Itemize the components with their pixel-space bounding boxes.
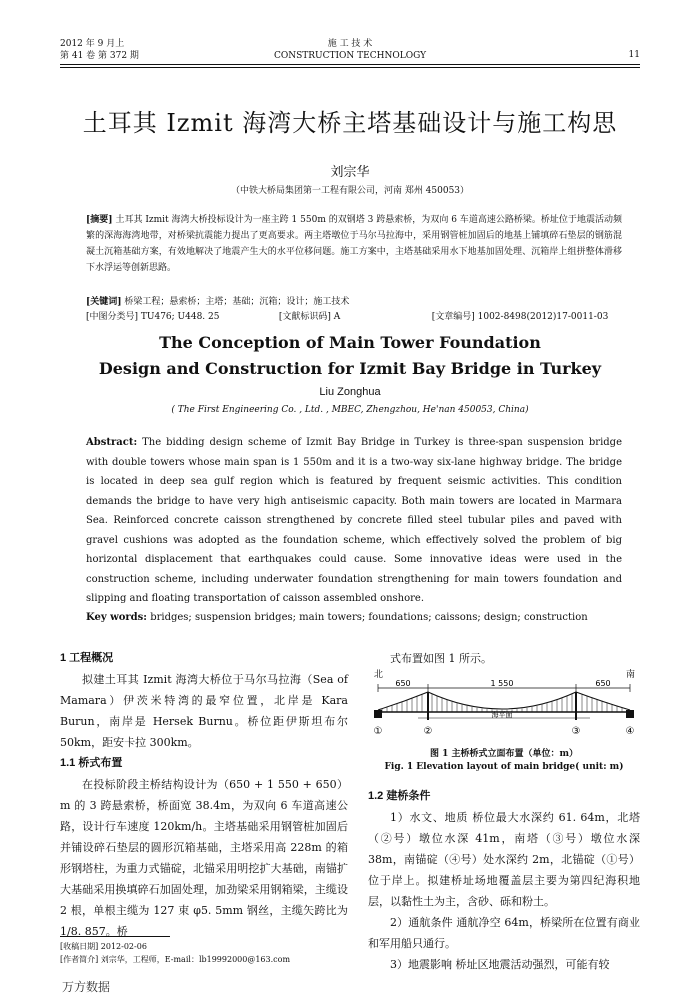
section-1-paragraph: 拟建土耳其 Izmit 海湾大桥位于马尔马拉海（Sea of Mamara）伊茨米特湾的最窄位置，北岸是 Kara Burun，南岸是 Hersek Burnu。桥位距伊斯坦布尔 50km，距安卡拉 300km。	[60, 673, 348, 749]
keywords-en-text: bridges; suspension bridges; main towers; foundations; caissons; design; construction	[150, 612, 588, 623]
abstract-cn-label: [摘要]	[86, 215, 113, 225]
section-1-1-heading: 1.1 桥式布置	[60, 757, 123, 769]
doc-code: [文献标识码] A	[278, 312, 341, 322]
south-label: 南	[626, 670, 636, 680]
received-date: [收稿日期] 2012-02-06	[60, 942, 147, 951]
footnote	[60, 940, 350, 966]
right-column	[368, 786, 640, 975]
abstract-en-label: Abstract:	[86, 437, 138, 448]
journal-name-en: CONSTRUCTION TECHNOLOGY	[273, 51, 427, 61]
abstract-cn-text: 土耳其 Izmit 海湾大桥投标设计为一座主跨 1 550m 的双钢塔 3 跨悬索桥，为双向 6 车道高速公路桥梁。桥址位于地震活动频繁的深海海湾地带，对桥梁抗震能力提出了更高要求。两主塔墩位于马尔马拉海中，采用钢管桩加固后的地基上铺填碎石垫层的钢筋混凝土沉箱基础方案，有效地解决了地震产生大的水平位移问题。施工方案中，主塔基础采用水下地基加固处理、沉箱岸上组拼整体滑移下水浮运等创新思路。	[86, 215, 622, 273]
span-right-label: 650	[595, 679, 611, 688]
title-cn: 土耳其 Izmit 海湾大桥主塔基础设计与施工构思	[82, 109, 618, 137]
pier-3-label: ③	[571, 726, 581, 737]
span-main-label: 1 550	[490, 679, 514, 688]
pier-2-label: ②	[423, 726, 433, 737]
section-1-2-heading: 1.2 建桥条件	[368, 790, 431, 802]
title-en-line1: The Conception of Main Tower Foundation	[159, 333, 541, 352]
section-1-2-paragraph-1: 1）水文、地质 桥位最大水深约 61. 64m，北塔（②号）墩位水深 41m，南塔（③号）墩位水深 38m，南锚碇（④号）处水深约 2m，北锚碇（①号）位于岸上。拟建桥址场地覆盖层主要为第四纪海积地层，以黏性土为主，含砂、砾和粉土。	[368, 811, 640, 908]
anchor-south	[626, 710, 634, 718]
pier-4-label: ④	[625, 726, 635, 737]
title-en	[0, 330, 700, 382]
affiliation-cn: （中铁大桥局集团第一工程有限公司，河南 郑州 450053）	[230, 186, 470, 196]
footnote-rule	[60, 936, 170, 937]
left-column	[60, 648, 348, 942]
affiliation-en: ( The First Engineering Co. , Ltd. , MBEC, Zhengzhou, He'nan 450053, China)	[171, 405, 529, 415]
header-issue: 第 41 卷 第 372 期	[60, 51, 139, 61]
article-number: [文章编号] 1002-8498(2012)17-0011-03	[431, 312, 609, 322]
figure-caption-en: Fig. 1 Elevation layout of main bridge( unit: m)	[384, 762, 624, 772]
header-rule	[60, 64, 640, 65]
right-column-top	[368, 648, 640, 669]
bridge-elevation-figure	[368, 668, 640, 744]
anchor-north	[374, 710, 382, 718]
classification-cn	[86, 310, 622, 325]
title-en-line2: Design and Construction for Izmit Bay Bridge in Turkey	[98, 359, 602, 378]
sea-level-label: 海平面	[491, 711, 513, 719]
watermark: 万方数据	[62, 980, 111, 994]
keywords-cn	[86, 295, 622, 310]
page-number: 11	[628, 50, 640, 60]
author-en: Liu Zonghua	[319, 386, 381, 398]
span-left-label: 650	[395, 679, 411, 688]
north-label: 北	[374, 670, 384, 680]
author-cn: 刘宗华	[330, 165, 370, 180]
header-center	[0, 38, 700, 62]
figure-caption-cn: 图 1 主桥桥式立面布置（单位：m）	[429, 749, 579, 759]
pier-1-label: ①	[373, 726, 383, 737]
journal-name-cn: 施 工 技 术	[327, 39, 373, 49]
keywords-en	[86, 610, 622, 625]
abstract-cn	[86, 212, 622, 276]
header-date: 2012 年 9 月上	[60, 39, 125, 49]
keywords-cn-label: [关键词]	[86, 297, 122, 307]
author-bio: [作者简介] 刘宗华，工程师，E-mail：lb19992000@163.com	[60, 955, 291, 964]
section-1-2-paragraph-2: 2）通航条件 通航净空 64m，桥梁所在位置有商业和军用船只通行。	[368, 916, 640, 950]
clc-number: [中图分类号] TU476; U448. 25	[86, 312, 220, 322]
abstract-en	[86, 433, 622, 609]
keywords-en-label: Key words:	[86, 612, 147, 623]
section-1-heading: 1 工程概况	[60, 652, 114, 664]
header-rule-thin	[60, 67, 640, 68]
section-1-2-paragraph-3: 3）地震影响 桥址区地震活动强烈，可能有较	[390, 958, 610, 971]
section-1-1-paragraph: 在投标阶段主桥结构设计为（650 + 1 550 + 650）m 的 3 跨悬索桥，桥面宽 38.4m，为双向 6 车道高速公路，设计行车速度 120km/h。主塔基础采用钢管桩加固后并铺设碎石垫层的圆形沉箱基础，主塔采用高 228m 的箱形钢塔柱，为重力式锚碇，北锚采用明挖扩大基础，南锚扩大基础采用换填碎石加固处理，加劲梁采用钢箱梁，主缆设 2 根，单根主缆为 127 束 φ5. 5mm 钢丝，主缆矢跨比为1/8. 857。桥	[60, 778, 348, 938]
figure-intro: 式布置如图 1 所示。	[390, 652, 492, 665]
keywords-cn-text: 桥梁工程；悬索桥；主塔；基础；沉箱；设计；施工技术	[124, 297, 350, 307]
abstract-en-text: The bidding design scheme of Izmit Bay Bridge in Turkey is three-span suspension bridge with double towers whose main span is 1 550m and it is a two-way six-lane highway bridge. The bridge is located in deep sea gulf region which is featured by frequent seismic activities. This condition demands the bridge to have very high antiseismic capacity. Both main towers are located in Marmara Sea. Reinforced concrete caisson strengthened by concrete filled steel tubular piles and paved with gravel cushions was adopted as the foundation scheme, which effectively solved the problem of big horizontal displacement that earthquakes could cause. Some innovative ideas were used in the construction scheme, including underwater foundation strengthening for main towers foundation and slipping and floating transportation of caisson assembled onshore.	[86, 437, 622, 604]
